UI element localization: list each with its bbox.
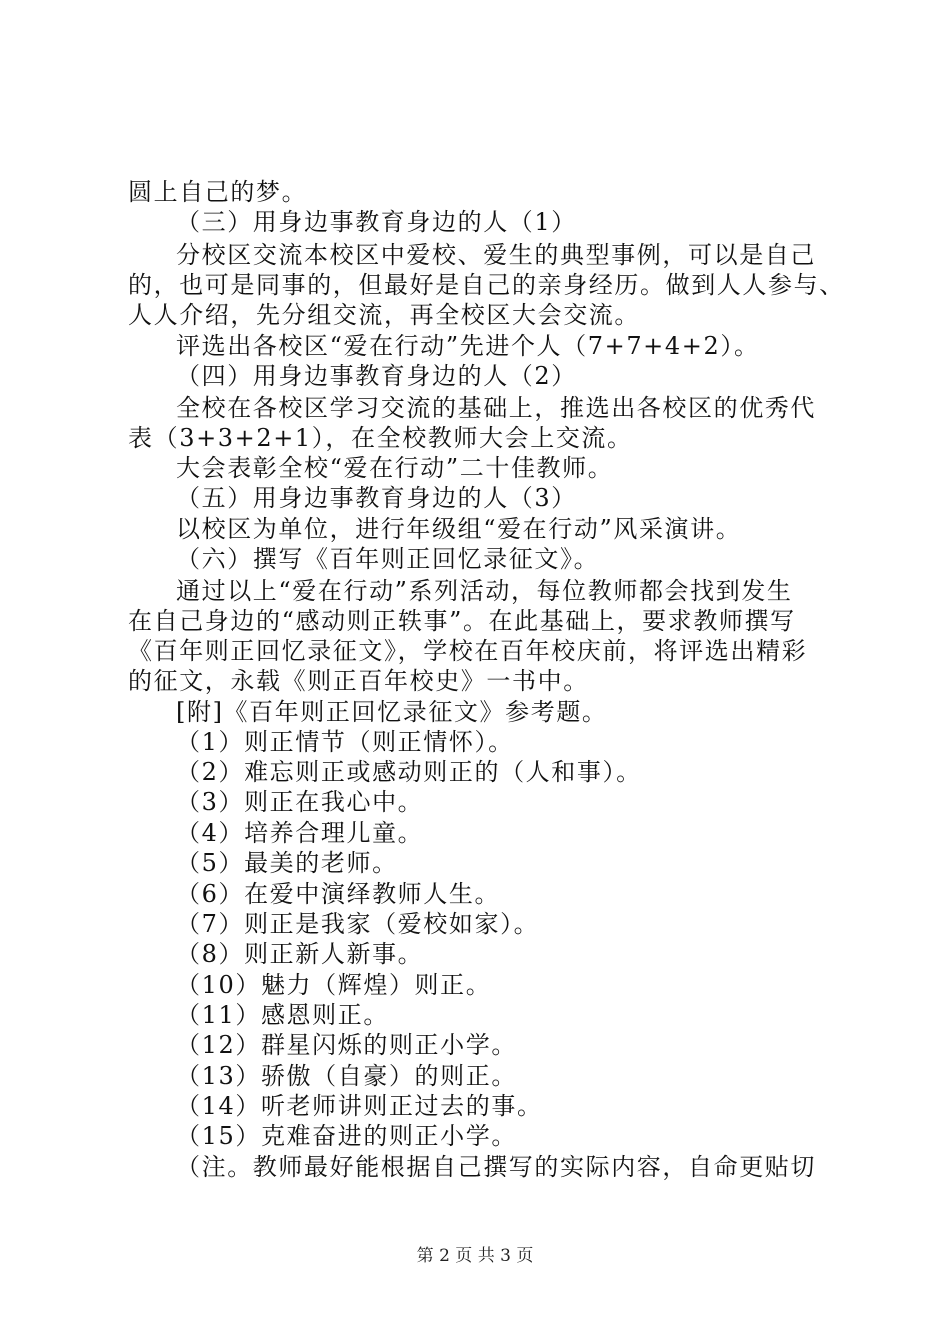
text-line: 人人介绍，先分组交流，再全校区大会交流。: [128, 301, 640, 329]
list-item: （4）培养合理儿童。: [176, 819, 424, 847]
text-line: 表（3+3+2+1），在全校教师大会上交流。: [128, 424, 633, 452]
list-item: （12）群星闪烁的则正小学。: [176, 1031, 517, 1059]
text-line: 全校在各校区学习交流的基础上，推选出各校区的优秀代: [176, 394, 816, 422]
section-heading: （三）用身边事教育身边的人（1）: [176, 208, 577, 236]
list-item: （7）则正是我家（爱校如家）。: [176, 910, 540, 938]
text-line: 通过以上“爱在行动”系列活动，每位教师都会找到发生: [176, 577, 793, 605]
appendix-heading: [附]《百年则正回忆录征文》参考题。: [176, 698, 608, 726]
list-item: （14）听老师讲则正过去的事。: [176, 1092, 543, 1120]
list-item: （15）克难奋进的则正小学。: [176, 1122, 517, 1150]
list-item: （10）魅力（辉煌）则正。: [176, 971, 492, 999]
list-item: （8）则正新人新事。: [176, 940, 424, 968]
list-item: （1）则正情节（则正情怀）。: [176, 728, 514, 756]
list-item: （6）在爱中演绎教师人生。: [176, 880, 501, 908]
text-line: 以校区为单位，进行年级组“爱在行动”风采演讲。: [176, 515, 742, 543]
text-line: 《百年则正回忆录征文》，学校在百年校庆前，将评选出精彩: [128, 637, 808, 665]
text-line: 分校区交流本校区中爱校、爱生的典型事例，可以是自己: [176, 241, 816, 269]
list-item: （3）则正在我心中。: [176, 788, 424, 816]
note-line: （注。教师最好能根据自己撰写的实际内容，自命更贴切: [176, 1153, 816, 1181]
section-heading: （六）撰写《百年则正回忆录征文》。: [176, 545, 600, 573]
text-line: 大会表彰全校“爱在行动”二十佳教师。: [176, 454, 614, 482]
section-heading: （四）用身边事教育身边的人（2）: [176, 362, 577, 390]
text-line: 在自己身边的“感动则正轶事”。在此基础上，要求教师撰写: [128, 607, 796, 635]
list-item: （2）难忘则正或感动则正的（人和事）。: [176, 758, 642, 786]
page-number-footer: 第 2 页 共 3 页: [416, 1246, 534, 1266]
list-item: （5）最美的老师。: [176, 849, 398, 877]
text-line: 的征文，永载《则正百年校史》一书中。: [128, 667, 589, 695]
list-item: （11）感恩则正。: [176, 1001, 389, 1029]
list-item: （13）骄傲（自豪）的则正。: [176, 1062, 517, 1090]
text-line: 圆上自己的梦。: [128, 178, 308, 206]
text-line: 的，也可是同事的，但最好是自己的亲身经历。做到人人参与、: [128, 271, 845, 299]
text-line: 评选出各校区“爱在行动”先进个人（7+7+4+2）。: [176, 332, 760, 360]
section-heading: （五）用身边事教育身边的人（3）: [176, 484, 577, 512]
